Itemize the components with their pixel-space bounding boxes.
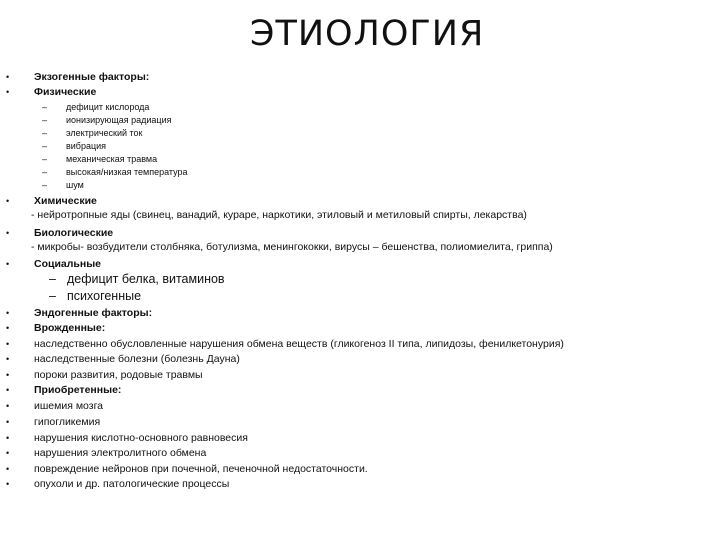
bullet-icon: • [6, 464, 10, 474]
dash-icon: – [42, 102, 48, 112]
acquired-item: опухоли и др. патологические процессы [34, 478, 230, 490]
bullet-icon: • [6, 417, 10, 427]
bullet-icon: • [6, 370, 10, 380]
dash-icon: – [42, 154, 48, 164]
chemical-text: - нейротропные яды (свинец, ванадий, кураре, наркотики, этиловый и метиловый спирты, лекарства) [31, 209, 527, 221]
social-label: Социальные [34, 258, 102, 270]
bullet-icon: • [6, 339, 10, 349]
bullet-icon: • [6, 354, 10, 364]
dash-icon: – [49, 289, 56, 303]
bullet-icon: • [6, 308, 10, 318]
slide-title: ЭТИОЛОГИЯ [250, 14, 485, 54]
exogenous-header: Экзогенные факторы: [34, 71, 150, 83]
dash-icon: – [42, 128, 48, 138]
endogenous-header: Эндогенные факторы: [34, 307, 153, 319]
bullet-icon: • [6, 433, 10, 443]
acquired-label: Приобретенные: [34, 384, 122, 396]
bullet-icon: • [6, 196, 10, 206]
bullet-icon: • [6, 72, 10, 82]
biological-label: Биологические [34, 227, 114, 239]
dash-icon: – [42, 141, 48, 151]
bullet-icon: • [6, 401, 10, 411]
acquired-item: ишемия мозга [34, 400, 104, 412]
bullet-icon: • [6, 259, 10, 269]
dash-icon: – [42, 180, 48, 190]
congenital-item: наследственные болезни (болезнь Дауна) [34, 353, 240, 365]
bullet-icon: • [6, 87, 10, 97]
social-item: дефицит белка, витаминов [67, 272, 225, 286]
bullet-icon: • [6, 228, 10, 238]
congenital-item: наследственно обусловленные нарушения обмена веществ (гликогеноз II типа, липидозы, фенилкетонурия) [34, 338, 564, 350]
biological-text: - микробы- возбудители столбняка, ботулизма, менингококки, вирусы – бешенства, полиомиелита, гриппа) [31, 241, 553, 253]
dash-icon: – [42, 167, 48, 177]
bullet-icon: • [6, 385, 10, 395]
physical-item: ионизирующая радиация [66, 115, 172, 125]
physical-item: электрический ток [66, 128, 143, 138]
acquired-item: нарушения кислотно-основного равновесия [34, 432, 248, 444]
physical-item: вибрация [66, 141, 107, 151]
congenital-item: пороки развития, родовые травмы [34, 369, 203, 381]
dash-icon: – [49, 272, 56, 286]
physical-label: Физические [34, 86, 97, 98]
physical-item: дефицит кислорода [66, 102, 150, 112]
physical-item: механическая травма [66, 154, 158, 164]
chemical-label: Химические [34, 195, 97, 207]
physical-item: шум [66, 180, 84, 190]
social-item: психогенные [67, 289, 142, 303]
bullet-icon: • [6, 479, 10, 489]
bullet-icon: • [6, 323, 10, 333]
acquired-item: гипогликемия [34, 416, 101, 428]
acquired-item: нарушения электролитного обмена [34, 447, 207, 459]
physical-item: высокая/низкая температура [66, 167, 188, 177]
congenital-label: Врожденные: [34, 322, 106, 334]
dash-icon: – [42, 115, 48, 125]
bullet-icon: • [6, 448, 10, 458]
acquired-item: повреждение нейронов при почечной, печеночной недостаточности. [34, 463, 368, 475]
